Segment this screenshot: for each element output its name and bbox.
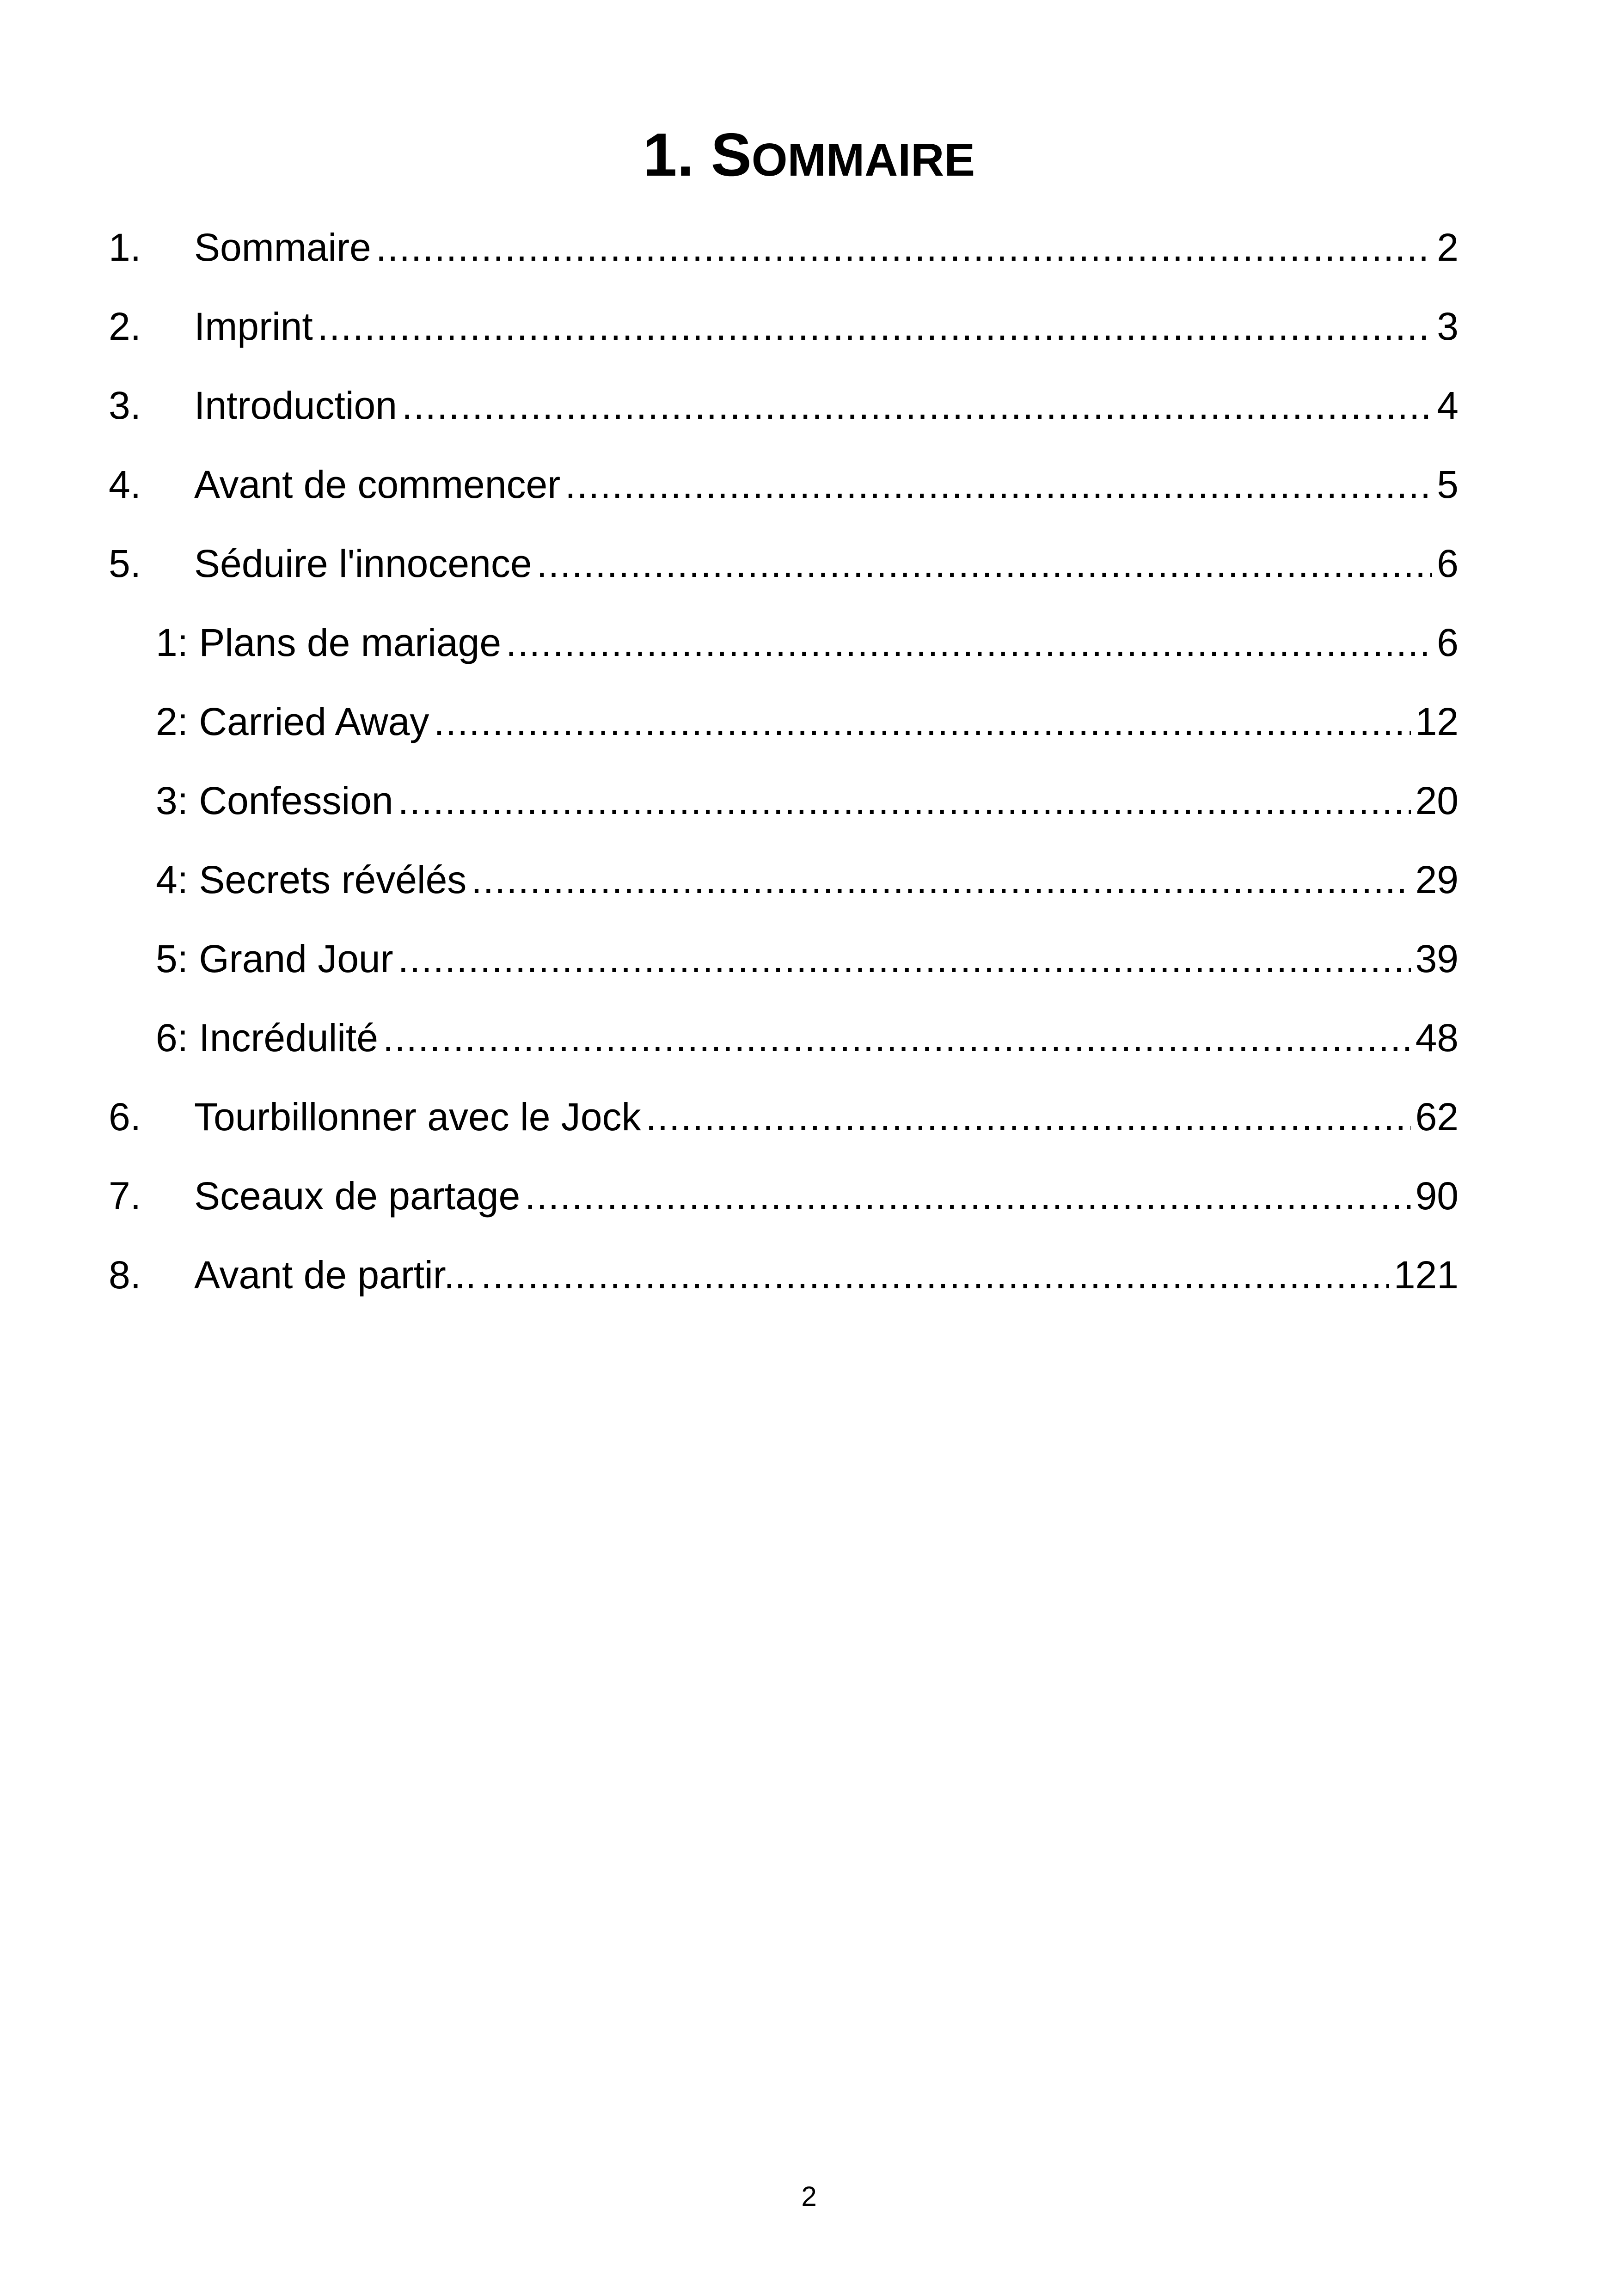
dot-leader [506,617,1432,668]
toc-entry-page: 62 [1415,1095,1459,1139]
toc-entry-label: Avant de partir... [194,1253,477,1297]
toc-entry[interactable] [109,222,1459,273]
toc-entry-label: 5: Grand Jour [156,937,393,980]
toc-entry[interactable] [109,1170,1459,1221]
toc-entry-page: 48 [1415,1016,1459,1059]
toc-entry-number: 8. [109,1253,141,1297]
dot-leader [318,301,1433,352]
toc-entry-label: 1: Plans de mariage [156,621,502,664]
toc-entry-page: 39 [1415,937,1459,980]
toc-entry-label: Imprint [194,305,313,348]
dot-leader [481,1249,1389,1300]
toc-entry-label: Sceaux de partage [194,1174,521,1218]
toc-entry-number: 2. [109,305,141,348]
toc-entry-label: 3: Confession [156,779,393,822]
dot-leader [398,775,1411,826]
dot-leader [383,1012,1411,1063]
toc-subentry[interactable] [156,933,1459,984]
toc-subentry[interactable] [156,775,1459,826]
page-title [0,116,1618,199]
toc-subentry[interactable] [156,1012,1459,1063]
title-initial: S [711,121,752,189]
toc-entry-label: Avant de commencer [194,463,561,506]
toc-entry-number: 1. [109,226,141,269]
dot-leader [471,854,1410,905]
toc-entry[interactable] [109,1091,1459,1142]
toc-entry[interactable] [109,380,1459,431]
toc-subentry[interactable] [156,696,1459,747]
toc-entry-page: 5 [1437,463,1459,506]
dot-leader [525,1170,1410,1221]
toc-entry-page: 2 [1437,226,1459,269]
toc-entry-page: 3 [1437,305,1459,348]
dot-leader [537,538,1433,589]
toc-entry-label: 6: Incrédulité [156,1016,378,1059]
toc-entry-page: 6 [1437,621,1459,664]
toc-entry-page: 4 [1437,384,1459,427]
toc-entry-number: 4. [109,463,141,506]
toc-entry-page: 20 [1415,779,1459,822]
dot-leader [646,1091,1411,1142]
dot-leader [376,222,1433,273]
toc-entry[interactable] [109,1249,1459,1300]
toc-entry-label: Sommaire [194,226,371,269]
dot-leader [402,380,1432,431]
page-number: 2 [801,2181,817,2212]
toc-entry-page: 12 [1415,700,1459,743]
toc-entry[interactable] [109,538,1459,589]
toc-entry-label: Séduire l'innocence [194,542,532,585]
toc-entry-page: 90 [1415,1174,1459,1218]
toc-entry-number: 5. [109,542,141,585]
toc-entry-page: 29 [1415,858,1459,901]
toc-subentry[interactable] [156,854,1459,905]
toc-entry-label: 2: Carried Away [156,700,429,743]
toc-entry-label: Introduction [194,384,397,427]
toc-subentry[interactable] [156,617,1459,668]
dot-leader [398,933,1411,984]
toc-entry[interactable] [109,459,1459,510]
toc-entry-number: 3. [109,384,141,427]
toc-entry[interactable] [109,301,1459,352]
toc-entry-page: 6 [1437,542,1459,585]
toc-entry-number: 6. [109,1095,141,1139]
toc-entry-label: Tourbillonner avec le Jock [194,1095,641,1139]
dot-leader [434,696,1410,747]
title-number: 1. [643,121,694,189]
toc-entry-page: 121 [1393,1253,1459,1297]
dot-leader [565,459,1432,510]
title-rest: OMMAIRE [751,134,975,186]
toc-entry-label: 4: Secrets révélés [156,858,467,901]
toc-entry-number: 7. [109,1174,141,1218]
